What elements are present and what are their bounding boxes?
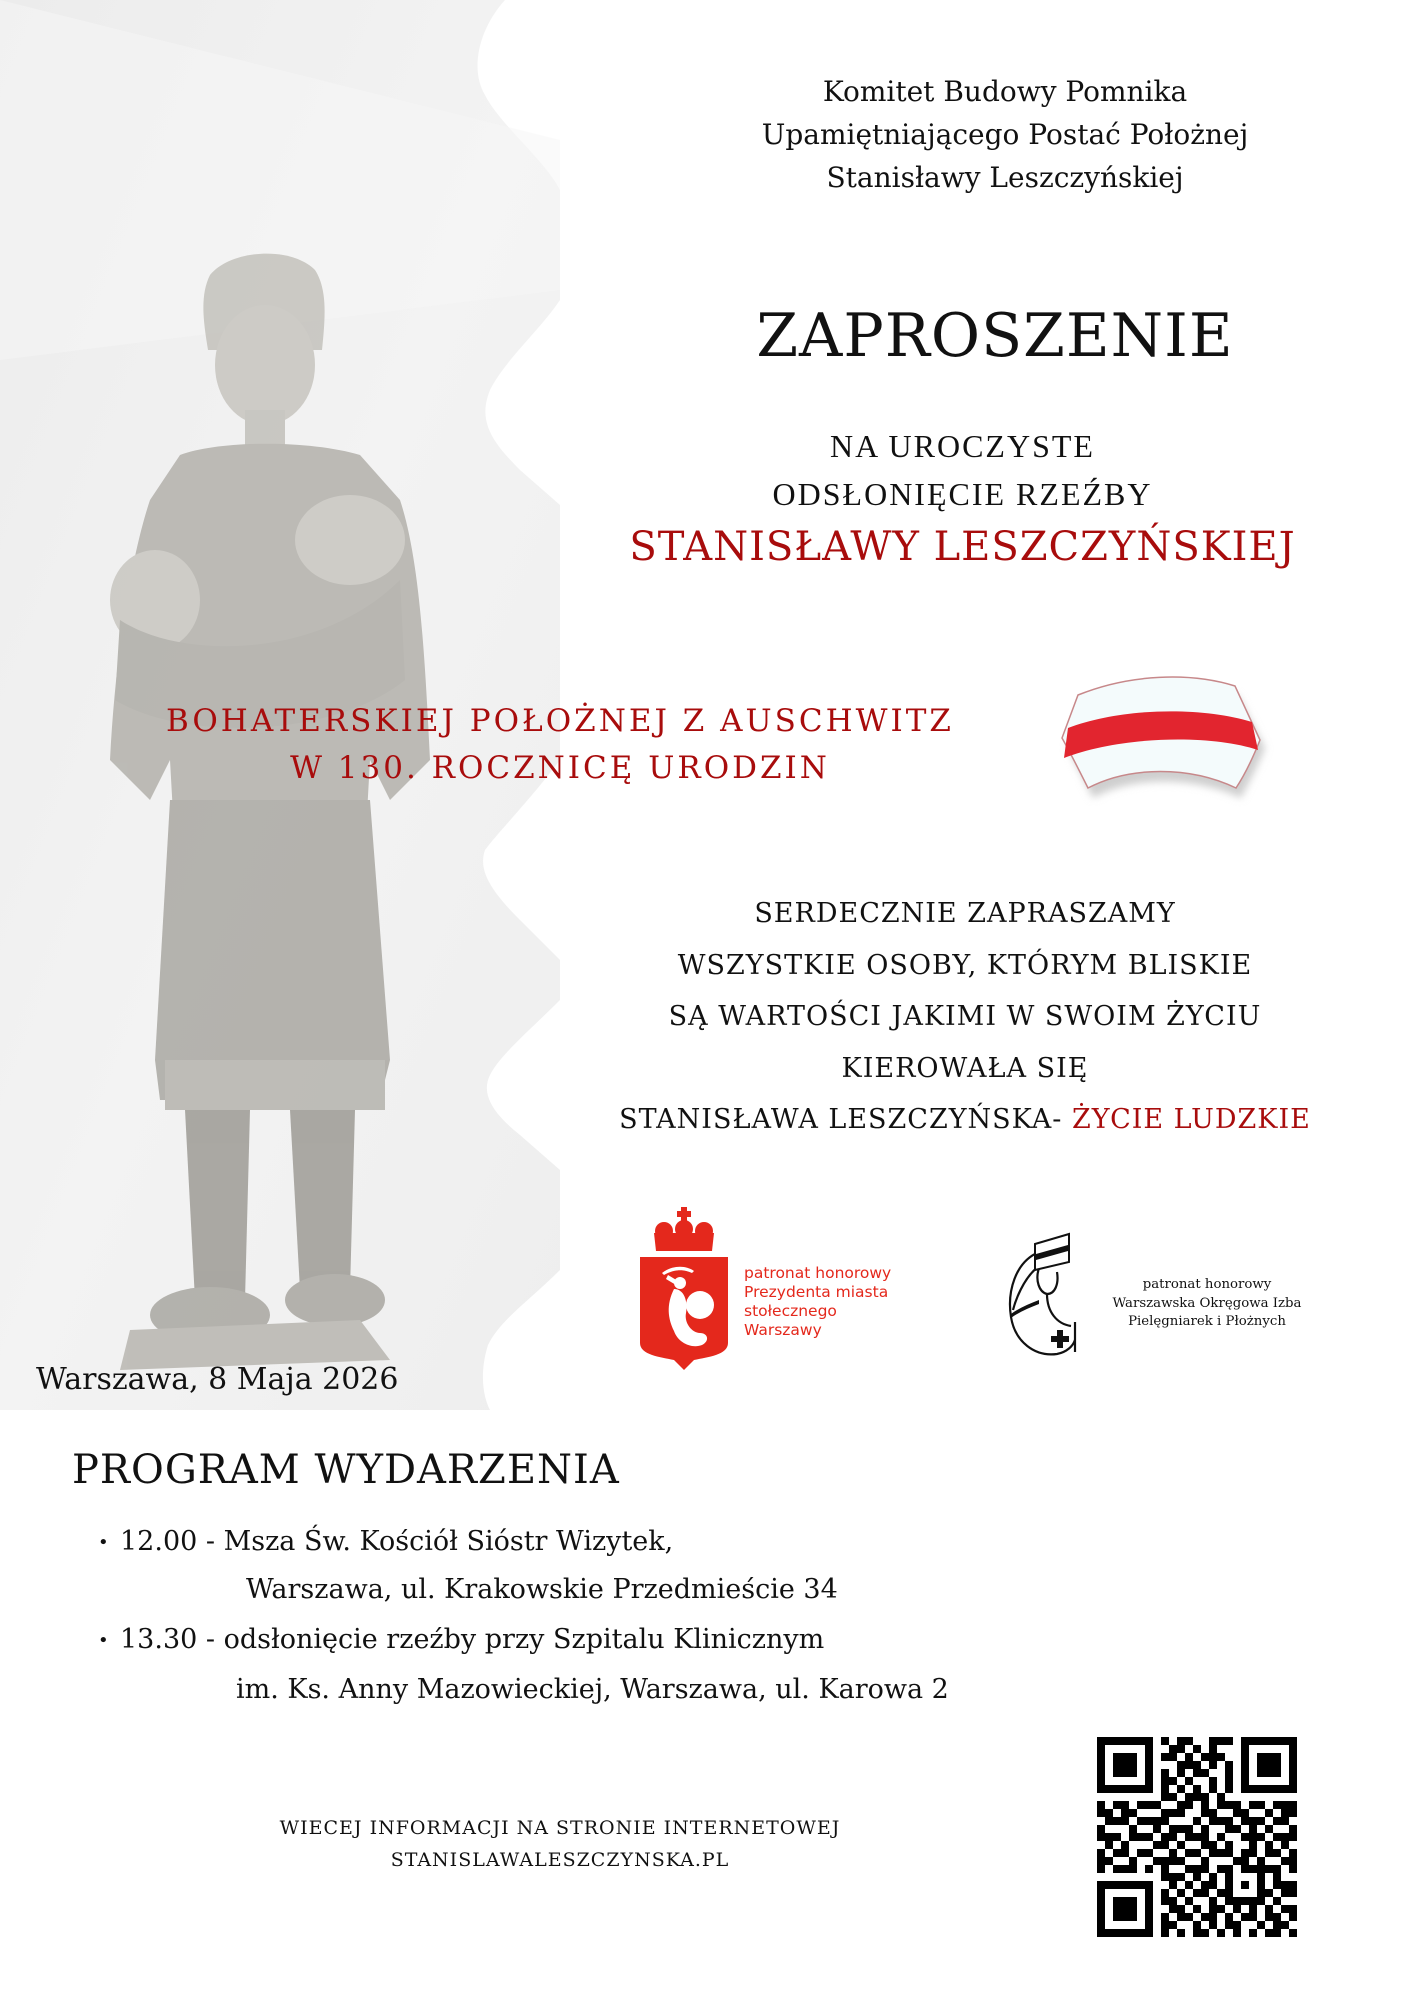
message-line: SĄ WARTOŚCI JAKIMI W SWOIM ŻYCIU (668, 1001, 1262, 1032)
nurse-cap-icon (1040, 660, 1275, 810)
dedication (100, 698, 1020, 792)
committee-line: Stanisławy Leszczyńskiej (826, 161, 1184, 194)
program-time-line: 12.00 - Msza Św. Kościół Sióstr Wizytek, (120, 1526, 674, 1557)
patron-line: patronat honorowy (744, 1264, 892, 1282)
dedication-line: W 130. ROCZNICĘ URODZIN (290, 750, 830, 786)
event-date: Warszawa, 8 Maja 2026 (36, 1362, 399, 1397)
more-info-line: WIECEJ INFORMACJI NA STRONIE INTERNETOWEJ (279, 1817, 841, 1839)
committee-heading (700, 70, 1310, 199)
warsaw-patron-text (744, 1264, 891, 1340)
woipip-patron-text (1100, 1276, 1314, 1332)
invitation-subtitle (700, 422, 1225, 518)
program-item-1 (98, 1524, 673, 1561)
invitation-title: ZAPROSZENIE (756, 301, 1234, 371)
program-address-2: im. Ks. Anny Mazowieckiej, Warszawa, ul. Karowa 2 (236, 1674, 949, 1705)
honoree-name: STANISŁAWY LESZCZYŃSKIEJ (629, 524, 1296, 570)
patron-line: Pielęgniarek i Płożnych (1128, 1314, 1286, 1329)
message-line: SERDECZNIE ZAPRASZAMY (754, 898, 1176, 929)
message-prefix: STANISŁAWA LESZCZYŃSKA- (619, 1104, 1072, 1135)
message-highlight: ŻYCIE LUDZKIE (1071, 1104, 1311, 1135)
statue-image (60, 240, 490, 1390)
invitation-message (560, 888, 1370, 1146)
patron-line: stołecznego (744, 1302, 837, 1320)
more-info (180, 1812, 940, 1876)
program-item-2 (98, 1622, 824, 1659)
committee-line: Komitet Budowy Pomnika (822, 75, 1188, 108)
subtitle-line: ODSŁONIĘCIE RZEŹBY (772, 476, 1153, 512)
program-title: PROGRAM WYDARZENIA (72, 1447, 620, 1493)
bullet-icon: • (98, 1629, 109, 1651)
message-line: WSZYSTKIE OSOBY, KTÓRYM BLISKIE (677, 949, 1253, 981)
warsaw-coat-of-arms-icon (638, 1205, 730, 1370)
patron-line: patronat honorowy (1142, 1277, 1272, 1292)
message-line (560, 1094, 1370, 1146)
bullet-icon: • (98, 1531, 109, 1553)
program-time-line: 13.30 - odsłonięcie rzeźby przy Szpitalu Klinicznym (120, 1624, 825, 1655)
patron-line: Warszawska Okręgowa Izba (1112, 1295, 1302, 1311)
subtitle-line: NA UROCZYSTE (830, 428, 1095, 464)
committee-line: Upamiętniającego Postać Położnej (761, 118, 1249, 151)
qr-code[interactable] (1097, 1737, 1297, 1937)
website-link[interactable]: STANISLAWALESZCZYNSKA.PL (390, 1849, 730, 1871)
program-address-1: Warszawa, ul. Krakowskie Przedmieście 34 (246, 1574, 838, 1605)
patron-line: Prezydenta miasta (744, 1283, 889, 1301)
dedication-line: BOHATERSKIEJ POŁOŻNEJ Z AUSCHWITZ (166, 703, 954, 739)
patron-line: Warszawy (744, 1321, 822, 1339)
nurse-cross-logo-icon (1005, 1232, 1085, 1360)
message-line: KIEROWAŁA SIĘ (841, 1052, 1089, 1084)
